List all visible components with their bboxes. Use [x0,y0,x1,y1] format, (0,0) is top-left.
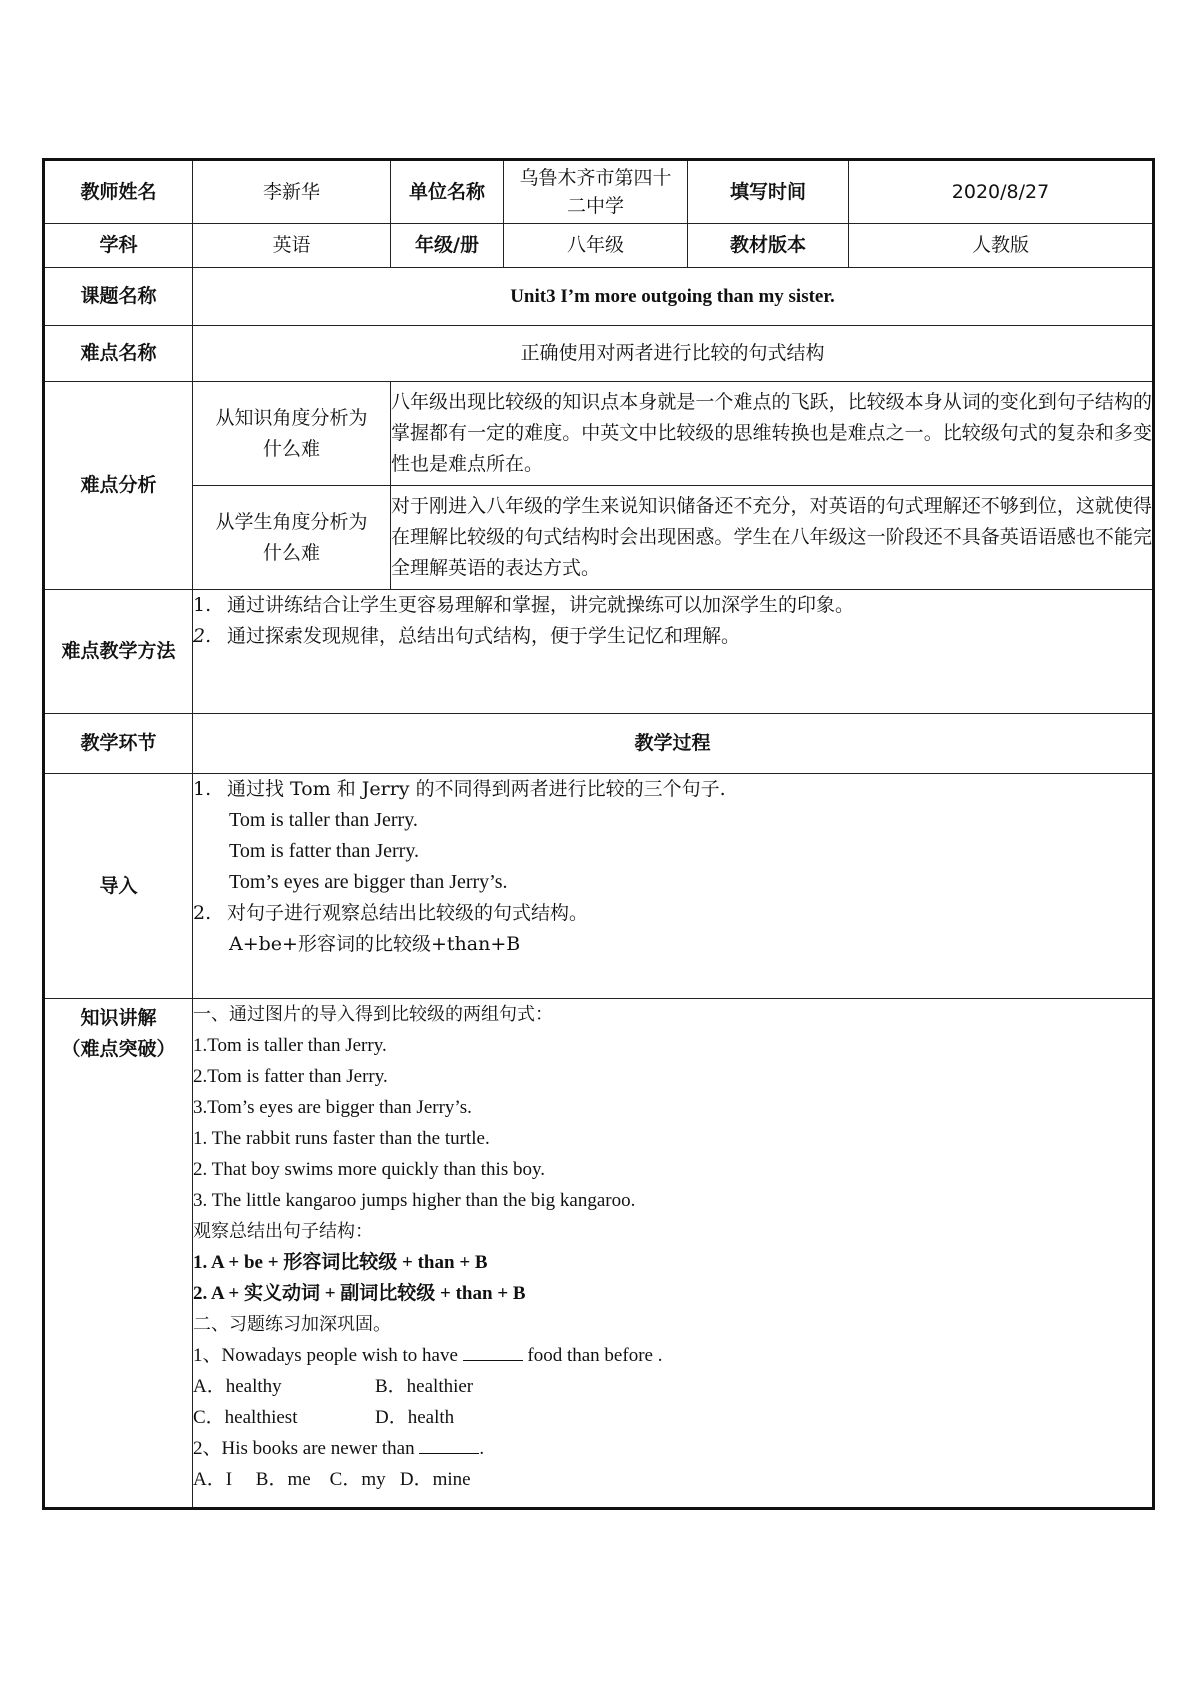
answer-blank [463,1342,523,1361]
question-1-options-row-1 [193,1371,1152,1402]
grade-label: 年级/册 [391,224,504,268]
methods-list [193,590,1154,714]
edition-value: 人教版 [849,224,1154,268]
method-item [193,590,1152,621]
intro-sentence: Tom is taller than Jerry. [229,809,418,831]
methods-label: 难点教学方法 [44,590,193,714]
teacher-label: 教师姓名 [44,160,193,224]
method-number: 2. [193,625,212,647]
rule-2: 2. A + 实义动词 + 副词比较级 + than + B [193,1283,526,1304]
topic-row [44,268,1154,326]
difficulty-row [44,326,1154,382]
answer-blank [419,1435,479,1454]
unit-value: 乌鲁木齐市第四十二中学 [504,160,688,224]
question-2-options: A．I B．me C．my D．mine [193,1469,471,1490]
date-value: 2020/8/27 [849,160,1154,224]
explain-line: 1.Tom is taller than Jerry. [193,1035,387,1056]
intro-item-1 [193,774,1152,805]
difficulty-label: 难点名称 [44,326,193,382]
explain-line: 2.Tom is fatter than Jerry. [193,1066,388,1087]
method-text: 通过探索发现规律，总结出句式结构，便于学生记忆和理解。 [227,625,741,647]
intro-label: 导入 [44,774,193,999]
explain-label-line-1: 知识讲解 [80,1007,157,1029]
header-row-1 [44,160,1154,224]
method-text: 通过讲练结合让学生更容易理解和掌握，讲完就操练可以加深学生的印象。 [227,594,855,616]
explain-line: 2. That boy swims more quickly than this boy. [193,1159,546,1180]
intro-sentence: Tom’s eyes are bigger than Jerry’s. [229,871,508,893]
difficulty-value: 正确使用对两者进行比较的句式结构 [193,326,1154,382]
explain-row [44,999,1154,1509]
grade-value: 八年级 [504,224,688,268]
header-row-2 [44,224,1154,268]
knowledge-analysis-label: 从知识角度分析为什么难 [193,382,391,486]
analysis-row-1 [44,382,1154,486]
explain-content [193,999,1154,1509]
question-1-options-row-2 [193,1402,1152,1433]
process-stage-label: 教学环节 [44,714,193,774]
explain-line: 1. The rabbit runs faster than the turtle. [193,1128,490,1149]
subject-value: 英语 [193,224,391,268]
intro-content [193,774,1154,999]
lesson-plan-table [42,158,1155,1510]
explain-line: 3.Tom’s eyes are bigger than Jerry’s. [193,1097,472,1118]
knowledge-analysis-text: 八年级出现比较级的知识点本身就是一个难点的飞跃，比较级本身从词的变化到句子结构的掌握都有一定的难度。中英文中比较级的思维转换也是难点之一。比较级句式的复杂和多变性也是难点所在。 [391,382,1154,486]
student-analysis-text: 对于刚进入八年级的学生来说知识储备还不充分，对英语的句式理解还不够到位，这就使得在理解比较级的句式结构时会出现困惑。学生在八年级这一阶段还不具备英语语感也不能完全理解英语的表达方式。 [391,486,1154,590]
intro-number-1: 1. [193,778,212,800]
student-analysis-label: 从学生角度分析为什么难 [193,486,391,590]
unit-label: 单位名称 [391,160,504,224]
question-1-post: food than before . [522,1345,663,1366]
question-2 [193,1433,1152,1464]
intro-text-2: 对句子进行观察总结出比较级的句式结构。 [227,902,589,924]
option-d: D．health [375,1407,455,1428]
edition-label: 教材版本 [688,224,849,268]
topic-label: 课题名称 [44,268,193,326]
analysis-row-2 [44,486,1154,590]
question-1 [193,1340,1152,1371]
method-item [193,621,1152,652]
question-1-pre: 1、Nowadays people wish to have [193,1345,463,1366]
option-a: A．healthy [193,1376,282,1397]
analysis-label: 难点分析 [44,382,193,590]
explain-heading-2: 二、习题练习加深巩固。 [193,1314,391,1335]
intro-number-2: 2. [193,902,212,924]
subject-label: 学科 [44,224,193,268]
explain-heading-1: 一、通过图片的导入得到比较级的两组句式： [193,1004,553,1025]
method-number: 1. [193,594,212,616]
date-label: 填写时间 [688,160,849,224]
process-header-row [44,714,1154,774]
rule-1: 1. A + be + 形容词比较级 + than + B [193,1252,488,1273]
intro-row [44,774,1154,999]
question-2-pre: 2、His books are newer than [193,1438,420,1459]
methods-row [44,590,1154,714]
observe-text: 观察总结出句子结构： [193,1221,373,1242]
process-label: 教学过程 [193,714,1154,774]
option-b: B．healthier [375,1376,474,1397]
intro-item-2 [193,898,1152,929]
explain-label-line-2: （难点突破） [61,1038,176,1060]
intro-text-1: 通过找 Tom 和 Jerry 的不同得到两者进行比较的三个句子. [227,778,726,800]
intro-formula: A+be+形容词的比较级+than+B [229,933,521,955]
topic-value: Unit3 I’m more outgoing than my sister. [193,268,1154,326]
explain-label [44,999,193,1509]
question-2-post: . [479,1438,485,1459]
explain-line: 3. The little kangaroo jumps higher than the big kangaroo. [193,1190,636,1211]
teacher-value: 李新华 [193,160,391,224]
intro-sentence: Tom is fatter than Jerry. [229,840,420,862]
option-c: C．healthiest [193,1407,298,1428]
